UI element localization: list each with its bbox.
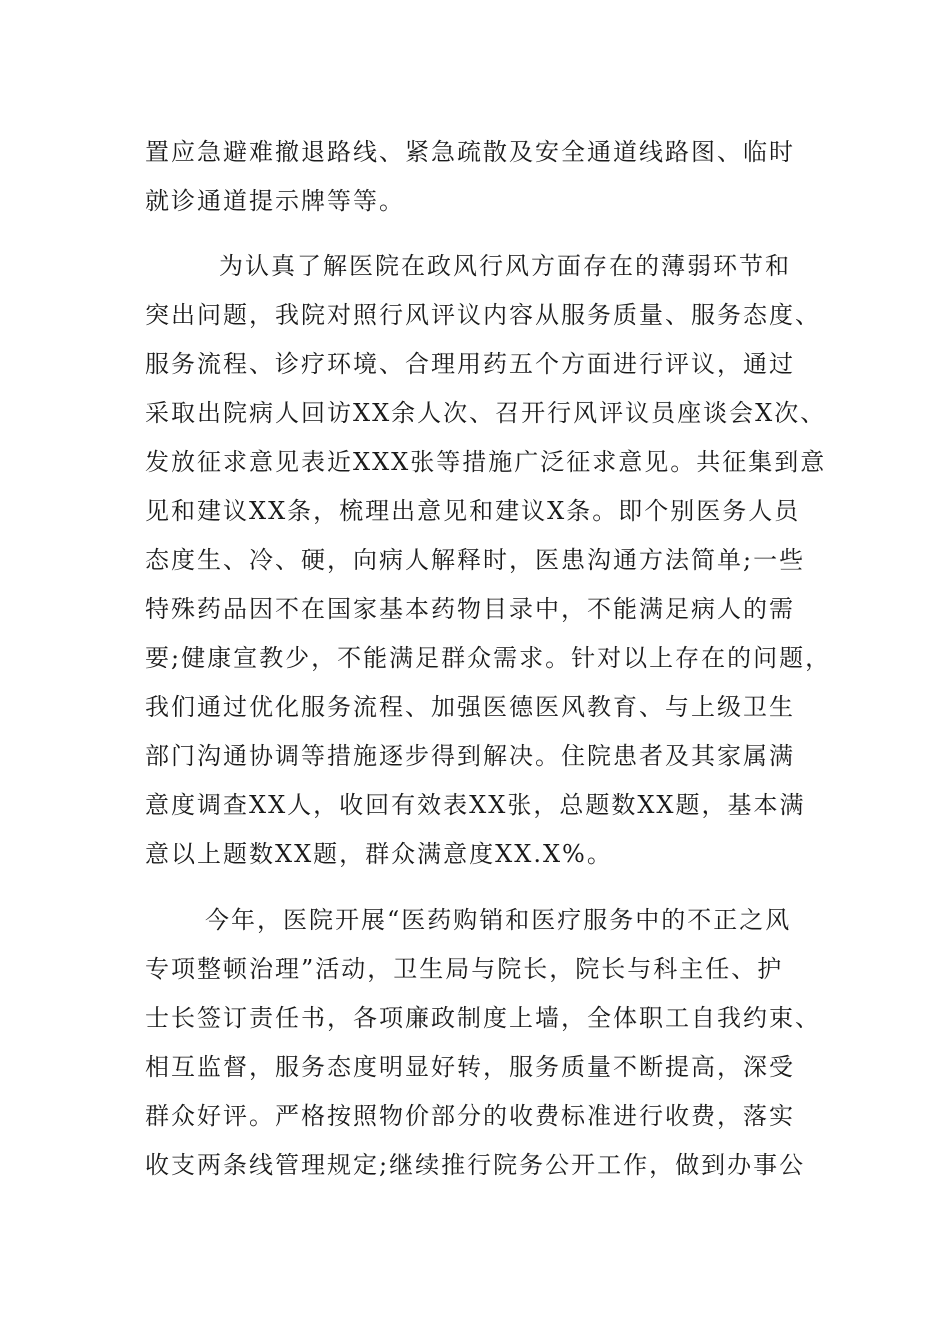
paragraph-first-line: 今年，医院开展“医药购销和医疗服务中的不正之风 — [205, 906, 792, 934]
paragraph-line: 部门沟通协调等措施逐步得到解决。住院患者及其家属满 — [145, 742, 795, 770]
paragraph-line: 士长签订责任书，各项廉政制度上墙，全体职工自我约束、 — [145, 1004, 821, 1032]
paragraph-line: 群众好评。严格按照物价部分的收费标准进行收费，落实 — [145, 1102, 795, 1130]
paragraph-line: 置应急避难撤退路线、紧急疏散及安全通道线路图、临时 — [145, 138, 795, 166]
paragraph-line: 意以上题数XX题，群众满意度XX.X%。 — [145, 840, 613, 868]
paragraph-line: 采取出院病人回访XX余人次、召开行风评议员座谈会X次、 — [145, 399, 827, 427]
paragraph-line: 特殊药品因不在国家基本药物目录中，不能满足病人的需 — [145, 595, 795, 623]
paragraph-line: 态度生、冷、硬，向病人解释时，医患沟通方法简单;一些 — [145, 546, 806, 574]
paragraph-line: 发放征求意见表近XXX张等措施广泛征求意见。共征集到意 — [145, 448, 827, 476]
paragraph-line: 我们通过优化服务流程、加强医德医风教育、与上级卫生 — [145, 693, 795, 721]
paragraph-line: 就诊通道提示牌等等。 — [145, 187, 405, 215]
paragraph-line: 意度调查XX人，收回有效表XX张，总题数XX题，基本满 — [145, 791, 806, 819]
paragraph-line: 要;健康宣教少，不能满足群众需求。针对以上存在的问题， — [145, 644, 832, 672]
paragraph-line: 专项整顿治理”活动，卫生局与院长，院长与科主任、护 — [145, 955, 784, 983]
paragraph-first-line: 为认真了解医院在政风行风方面存在的薄弱环节和 — [219, 252, 791, 280]
paragraph-line: 突出问题，我院对照行风评议内容从服务质量、服务态度、 — [145, 301, 821, 329]
paragraph-line: 收支两条线管理规定;继续推行院务公开工作，做到办事公 — [145, 1151, 806, 1179]
paragraph-line: 服务流程、诊疗环境、合理用药五个方面进行评议，通过 — [145, 350, 795, 378]
paragraph-line: 相互监督，服务态度明显好转，服务质量不断提高，深受 — [145, 1053, 795, 1081]
paragraph-line: 见和建议XX条，梳理出意见和建议X条。即个别医务人员 — [145, 497, 801, 525]
